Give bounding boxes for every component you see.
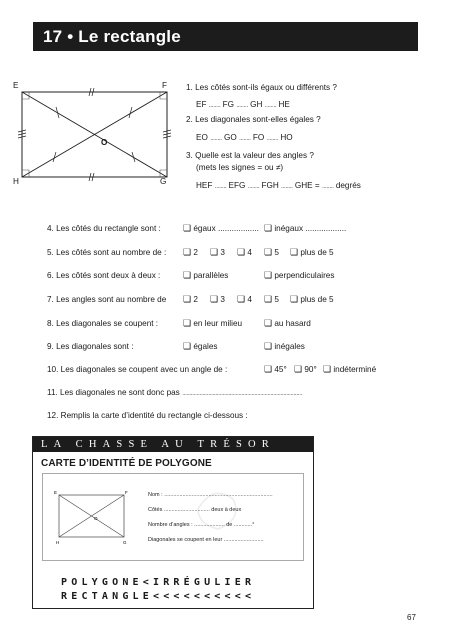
answer-row-3 <box>196 180 361 192</box>
q7-option-4[interactable] <box>264 294 279 305</box>
q7-option-5[interactable] <box>290 294 334 305</box>
option-label: au hasard <box>274 319 311 328</box>
question-12: 12. Remplis la carte d’identité du rectangle ci-dessous : <box>47 411 248 420</box>
option-label: plus de 5 <box>300 295 334 304</box>
question-3-note: (mets les signes = ou ≠) <box>196 163 284 172</box>
option-label: 4 <box>247 248 252 257</box>
question-5: 5. Les côtés sont au nombre de : <box>47 248 167 257</box>
q4-option-1[interactable] <box>183 223 259 234</box>
option-label: égales <box>193 342 218 351</box>
identity-card <box>32 436 314 609</box>
question-4: 4. Les côtés du rectangle sont : <box>47 224 161 233</box>
question-3: 3. Quelle est la valeur des angles ? <box>186 151 314 160</box>
checkbox-icon[interactable]: ❏ <box>237 247 246 257</box>
seg-eo: EO <box>196 133 208 142</box>
option-label: 4 <box>247 295 252 304</box>
option-label: inégales <box>274 342 305 351</box>
angle-ghe: GHE = <box>294 181 320 190</box>
question-1: 1. Les côtés sont-ils égaux ou différents ? <box>186 83 337 92</box>
seg-go: GO <box>223 133 237 142</box>
question-11-label: 11. Les diagonales ne sont donc pas <box>47 388 180 397</box>
blank[interactable]: ........ <box>321 183 334 190</box>
checkbox-icon[interactable]: ❏ <box>183 341 192 351</box>
option-label: 5 <box>274 295 279 304</box>
checkbox-icon[interactable]: ❏ <box>183 294 192 304</box>
card-field-cotes[interactable]: Côtés .............................. deux à deux <box>148 507 242 513</box>
checkbox-icon[interactable]: ❏ <box>264 318 273 328</box>
option-label: 3 <box>220 248 225 257</box>
mini-rectangle-figure <box>43 474 133 562</box>
seg-he: HE <box>278 100 290 109</box>
q5-option-2[interactable] <box>210 247 225 258</box>
checkbox-icon[interactable]: ❏ <box>264 294 273 304</box>
q4-option-2[interactable] <box>264 223 346 234</box>
blank[interactable]: ........ <box>236 102 248 109</box>
angle-efg: EFG <box>228 181 246 190</box>
q7-option-1[interactable] <box>183 294 198 305</box>
card-field-angles[interactable]: Nombre d’angles : .................... de ............° <box>148 522 255 528</box>
card-photo-area <box>42 473 304 561</box>
unit-degres: degrés <box>335 181 361 190</box>
seg-fo: FO <box>252 133 265 142</box>
checkbox-icon[interactable]: ❏ <box>264 247 273 257</box>
card-code-line-2: RECTANGLE<<<<<<<<<< <box>61 591 256 602</box>
q5-option-5[interactable] <box>290 247 334 258</box>
answer-row-1 <box>196 99 290 111</box>
q10-option-2[interactable] <box>294 364 317 375</box>
mini-label-f: F <box>125 490 128 495</box>
question-8: 8. Les diagonales se coupent : <box>47 319 159 328</box>
checkbox-icon[interactable]: ❏ <box>183 247 192 257</box>
blank[interactable]: ........ <box>239 135 251 142</box>
q10-option-3[interactable] <box>323 364 376 375</box>
checkbox-icon[interactable]: ❏ <box>264 341 273 351</box>
question-9: 9. Les diagonales sont : <box>47 342 134 351</box>
question-2: 2. Les diagonales sont-elles égales ? <box>186 115 321 124</box>
option-label: inégaux .................. <box>274 224 347 233</box>
option-label: indéterminé <box>333 365 377 374</box>
mini-label-o: O <box>94 516 98 521</box>
blank[interactable]: ........ <box>210 135 222 142</box>
option-label: 2 <box>193 295 198 304</box>
checkbox-icon[interactable]: ❏ <box>264 223 273 233</box>
q8-option-2[interactable] <box>264 318 311 329</box>
card-header: LA CHASSE AU TRÉSOR <box>33 437 313 452</box>
q8-option-1[interactable] <box>183 318 242 329</box>
card-field-diagonales[interactable]: Diagonales se coupent en leur .......................... <box>148 537 264 543</box>
q7-option-3[interactable] <box>237 294 252 305</box>
option-label: 90° <box>304 365 317 374</box>
option-label: plus de 5 <box>300 248 334 257</box>
blank[interactable]: ........ <box>208 102 221 109</box>
option-label: 2 <box>193 248 198 257</box>
checkbox-icon[interactable]: ❏ <box>264 364 273 374</box>
checkbox-icon[interactable]: ❏ <box>237 294 246 304</box>
card-field-nom[interactable]: Nom : ....................................................................... <box>148 492 273 498</box>
blank[interactable]: ........ <box>214 183 227 190</box>
mini-label-e: E <box>54 490 58 495</box>
rectangle-figure <box>10 80 180 190</box>
q9-option-2[interactable] <box>264 341 305 352</box>
checkbox-icon[interactable]: ❏ <box>210 294 219 304</box>
blank[interactable]: ........ <box>266 135 279 142</box>
q10-option-1[interactable] <box>264 364 287 375</box>
seg-ef: EF <box>196 100 207 109</box>
checkbox-icon[interactable]: ❏ <box>323 364 332 374</box>
q7-option-2[interactable] <box>210 294 225 305</box>
blank[interactable]: ........ <box>264 102 277 109</box>
option-label: parallèles <box>193 271 229 280</box>
mini-label-h: H <box>56 540 60 545</box>
chapter-title: 17 • Le rectangle <box>33 22 418 51</box>
q5-option-3[interactable] <box>237 247 252 258</box>
checkbox-icon[interactable]: ❏ <box>183 318 192 328</box>
option-label: en leur milieu <box>193 319 243 328</box>
q6-option-1[interactable] <box>183 270 228 281</box>
q5-option-4[interactable] <box>264 247 279 258</box>
question-11 <box>47 387 302 399</box>
label-h: H <box>13 177 19 186</box>
seg-gh: GH <box>250 100 263 109</box>
option-label: perpendiculaires <box>274 271 335 280</box>
seg-fg: FG <box>222 100 234 109</box>
card-code-line-1: POLYGONE<IRRÉGULIER <box>61 577 256 588</box>
card-title: CARTE D’IDENTITÉ DE POLYGONE <box>41 458 212 469</box>
label-g: G <box>160 177 167 186</box>
answer-blank[interactable]: ................................................................................... <box>182 390 302 397</box>
checkbox-icon[interactable]: ❏ <box>264 270 273 280</box>
option-label: égaux .................. <box>193 224 259 233</box>
angle-fgh: FGH <box>261 181 279 190</box>
label-o: O <box>101 138 108 147</box>
question-10: 10. Les diagonales se coupent avec un angle de : <box>47 365 228 374</box>
question-6: 6. Les côtés sont deux à deux : <box>47 271 161 280</box>
checkbox-icon[interactable]: ❏ <box>290 247 299 257</box>
checkbox-icon[interactable]: ❏ <box>290 294 299 304</box>
angle-hef: HEF <box>196 181 213 190</box>
checkbox-icon[interactable]: ❏ <box>183 270 192 280</box>
option-label: 5 <box>274 248 279 257</box>
blank[interactable]: ........ <box>281 183 293 190</box>
option-label: 3 <box>220 295 225 304</box>
option-label: 45° <box>274 365 287 374</box>
checkbox-icon[interactable]: ❏ <box>294 364 303 374</box>
label-f: F <box>162 81 168 90</box>
q6-option-2[interactable] <box>264 270 334 281</box>
seg-ho: HO <box>280 133 293 142</box>
label-e: E <box>13 81 19 90</box>
answer-row-2 <box>196 132 293 144</box>
q5-option-1[interactable] <box>183 247 198 258</box>
question-7: 7. Les angles sont au nombre de <box>47 295 167 304</box>
mini-label-g: G <box>123 540 127 545</box>
checkbox-icon[interactable]: ❏ <box>210 247 219 257</box>
page-number: 67 <box>407 613 416 622</box>
q9-option-1[interactable] <box>183 341 218 352</box>
checkbox-icon[interactable]: ❏ <box>183 223 192 233</box>
blank[interactable]: ........ <box>247 183 260 190</box>
